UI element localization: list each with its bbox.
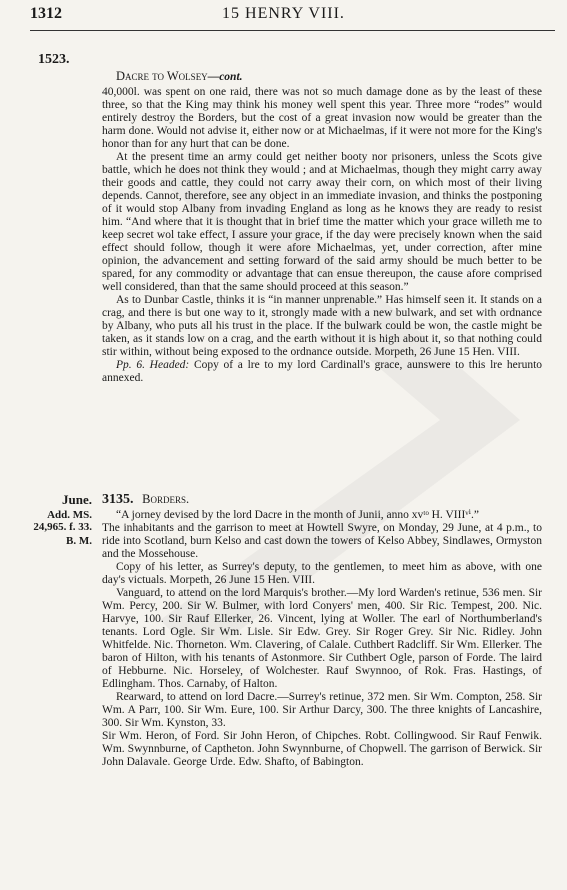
entry-heading-cont: —cont. — [207, 71, 243, 83]
margin-month: June. — [62, 492, 92, 507]
paragraph — [102, 359, 542, 385]
paragraph: Vanguard, to attend on the lord Marquis's brother.—My lord Warden's retinue, 536 men. Sir Wm. Percy, 200. Sir W. Bulmer, with lord Conyers' men, 400. Sir Ric. Tempest, 200. Nic. Harvye, 100. Sir Rauf Ellerker, 26. Vincent, lying at Woller. The earl of Northumberland's tenants. Lord Ogle. Sir Wm. Lisle. Sir Edw. Grey. Sir Roger Grey. Sir Nic. Ridley. John Whitfelde. Nic. Thorneton. Wm. Clavering, of Calale. Cuthbert Radcliff. Sir Wm. Ellerker. The baron of Hilton, with his tenants of Astonmore. Sir Cuthbert Ogle, parson of Forde. The laird of Hebburne. Nic. Horseley, of Wolchester. Rauf Swynnoo, of Rok. Fras. Hastings, of Edlingham. Thos. Carnaby, of Halton. — [102, 587, 542, 690]
margin-source-3: B. M. — [66, 535, 92, 547]
header-rule — [30, 30, 555, 31]
entry-title: Borders. — [142, 492, 190, 506]
paragraph: 40,000l. was spent on one raid, there was not so much damage done as by the least of these three, so that the King may think his money well spent this year. Three more “rodes” would entirely destroy the Borders, but the cost of a great invasion now would be greater than the harm done. Would not advise it, either now or at Michaelmas, if it were not more for the King's honor than for any hurt that can be done. — [102, 86, 542, 150]
paragraph: Copy of his letter, as Surrey's deputy, to the gentlemen, to meet him as above, with one day's victuals. Morpeth, 26 June 15 Hen. VIII. — [102, 561, 542, 586]
entry-number: 3135. — [102, 492, 134, 507]
paragraph: At the present time an army could get neither booty nor prisoners, unless the Scots give battle, which he does not think they would ; and at Michaelmas, though they might carry away their goods and cattle, they could not carry away their corn, on which most of their living depends. Cannot, therefore, see any object in an immediate invasion, and thinks the postponing of it would stop Albany from invading England as long as he knows they are ready to resist him. “And where that it is thought that in brief time the matter which your grace willeth me to keep secret wol take effect, I assure your grace, if the day were precisely known when the said effect should follow, though it were afore Michaelmas, yet, under correction, after mine opinion, the advancement and setting forward of the said army should be much better to be spared, for any commodity or advantage that can ensue thereupon, the cause afore comprised well considered, than that the same should proceed at this season.” — [102, 151, 542, 293]
pages-note: Pp. 6. — [116, 359, 145, 371]
entry-continuation — [102, 70, 542, 385]
headed-text: Copy of a lre to my lord Cardinall's grace, aunswere to this lre herunto annexed. — [102, 359, 543, 384]
entry-3135 — [102, 493, 542, 769]
paragraph: “A jorney devised by the lord Dacre in the month of Junii, anno xvᵗᵒ H. VIIIᵛⁱ.” — [116, 509, 479, 521]
page-number: 1312 — [30, 5, 62, 22]
paragraph: The inhabitants and the garrison to meet at Howtell Swyre, on Monday, 29 June, at 4 p.m., to ride into Scotland, burn Kelso and cast down the towers of Kelso Abbey, Sindlawes, Ormyston and the Mossehouse. — [102, 522, 542, 560]
margin-source-1: Add. MS. — [47, 509, 92, 521]
paragraph: Sir Wm. Heron, of Ford. Sir John Heron, of Chipches. Robt. Collingwood. Sir Rauf Fenwik. Wm. Swynnburne, of Captheton. John Swynnburne, of Chopwell. The garrison of Berwick. Sir John Dalavale. George Urde. Edw. Shafto, of Babington. — [102, 730, 542, 768]
paragraph: Rearward, to attend on lord Dacre.—Surrey's retinue, 372 men. Sir Wm. Compton, 258. Sir Wm. A Parr, 100. Sir Wm. Eure, 100. Sir Arthur Darcy, 300. The three knights of Lancashire, 300. Sir Wm. Kynston, 33. — [102, 691, 542, 729]
running-title: 15 HENRY VIII. — [222, 5, 345, 22]
margin-source-2: 24,965. f. 33. — [33, 521, 92, 533]
headed-label: Headed: — [149, 359, 190, 371]
year-marker: 1523. — [38, 52, 70, 67]
paragraph: As to Dunbar Castle, thinks it is “in manner unprenable.” Has himself seen it. It stands on a crag, and there is but one way to it, strongly made with a new bulwark, and set with ordnance by Albany, who puts all his trust in the place. If the bulwark could be won, the castle might be taken, as it stands low on a crag, and the earth without it is high about it, so that nothing could stir within, without being exposed to the ordnance outside. Morpeth, 26 June 15 Hen. VIII. — [102, 294, 542, 358]
entry-heading: Dacre to Wolsey — [116, 69, 208, 83]
